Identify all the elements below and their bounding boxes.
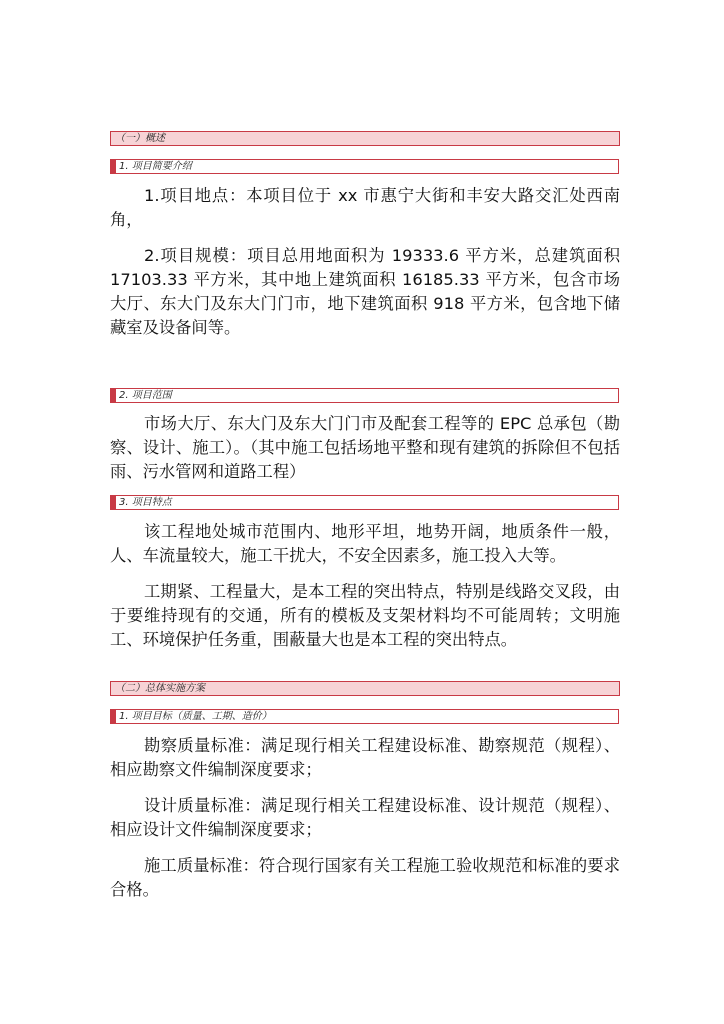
subsection-heading-text: 1. 项目简要介绍: [119, 161, 192, 172]
section-heading-text: （一）概述: [115, 133, 165, 144]
subsection-heading-project-features: [110, 495, 619, 510]
paragraph-construction-quality: 施工质量标准：符合现行国家有关工程施工验收规范和标准的要求合格。: [110, 856, 620, 899]
section-heading-overview: [110, 131, 620, 146]
subsection-heading-text: 3. 项目特点: [119, 497, 172, 508]
paragraph-project-location: 1.项目地点：本项目位于 xx 市惠宁大街和丰安大路交汇处西南角，: [110, 186, 620, 229]
subsection-heading-project-goals: [110, 709, 619, 724]
heading-marker-bar: [111, 389, 116, 402]
section-heading-implementation: [110, 681, 620, 696]
paragraph-design-quality: 设计质量标准：满足现行相关工程建设标准、设计规范（规程）、相应设计文件编制深度要求；: [110, 796, 620, 839]
paragraph-schedule-workload: 工期紧、工程量大，是本工程的突出特点，特别是线路交叉段，由于要维持现有的交通，所有的模板及支架材料均不可能周转；文明施工、环境保护任务重，围蔽量大也是本工程的突出特点。: [110, 582, 620, 649]
paragraph-site-conditions: 该工程地处城市范围内、地形平坦，地势开阔，地质条件一般，人、车流量较大，施工干扰大，不安全因素多，施工投入大等。: [110, 522, 620, 565]
heading-marker-bar: [111, 496, 116, 509]
subsection-heading-text: 1. 项目目标（质量、工期、造价）: [119, 711, 272, 722]
heading-marker-bar: [111, 710, 116, 723]
paragraph-survey-quality: 勘察质量标准：满足现行相关工程建设标准、勘察规范（规程）、相应勘察文件编制深度要求；: [110, 736, 620, 779]
subsection-heading-project-scope: [110, 388, 619, 403]
subsection-heading-project-intro: [110, 159, 619, 174]
section-heading-text: （二）总体实施方案: [115, 683, 205, 694]
subsection-heading-text: 2. 项目范围: [119, 390, 172, 401]
heading-marker-bar: [111, 160, 116, 173]
paragraph-project-scale: 2.项目规模：项目总用地面积为 19333.6 平方米，总建筑面积 17103.33 平方米，其中地上建筑面积 16185.33 平方米，包含市场大厅、东大门及东大门门市，地下建筑面积 918 平方米，包含地下储藏室及设备间等。: [110, 246, 620, 337]
paragraph-project-scope: 市场大厅、东大门及东大门门市及配套工程等的 EPC 总承包（勘察、设计、施工）。（其中施工包括场地平整和现有建筑的拆除但不包括雨、污水管网和道路工程）: [110, 414, 620, 481]
